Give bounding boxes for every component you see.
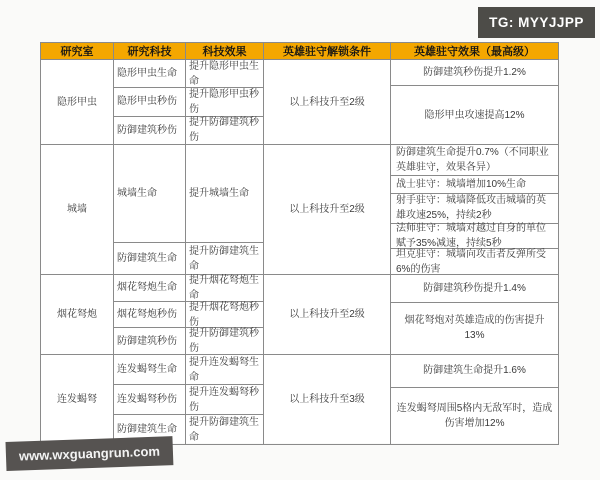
tech-effect-cell: 提升连发蝎弩生命 — [186, 355, 264, 385]
tech-effect-cell: 提升城墙生命 — [186, 145, 264, 243]
tech-rows — [114, 145, 264, 275]
tech-name-cell: 烟花弩炮秒伤 — [114, 302, 186, 329]
column-header: 研究科技 — [114, 43, 186, 60]
room-cell: 连发蝎弩 — [41, 355, 114, 445]
tech-effect-cell: 提升连发蝎弩秒伤 — [186, 385, 264, 415]
tech-rows — [114, 355, 264, 445]
tech-row — [114, 302, 264, 329]
tech-name-cell: 隐形甲虫生命 — [114, 60, 186, 88]
tech-name-cell: 连发蝎弩秒伤 — [114, 385, 186, 415]
table-row-group — [41, 275, 559, 355]
tech-row — [114, 117, 264, 145]
hero-effect-cell: 连发蝎弩周围5格内无敌军时，造成伤害增加12% — [391, 388, 559, 445]
tg-badge: TG: MYYJJPP — [478, 7, 595, 38]
room-cell: 城墙 — [41, 145, 114, 275]
tech-row — [114, 145, 264, 243]
table-row-group — [41, 60, 559, 145]
hero-effect-cell: 隐形甲虫攻速提高12% — [391, 86, 559, 145]
hero-effect-cell: 坦克驻守：城墙向攻击者反弹所受6%的伤害 — [391, 249, 559, 275]
column-header: 科技效果 — [186, 43, 264, 60]
hero-effect-cell: 防御建筑秒伤提升1.2% — [391, 60, 559, 86]
unlock-condition-cell: 以上科技升至2级 — [264, 275, 391, 355]
table-header-row — [41, 43, 559, 60]
watermark: www.wxguangrun.com — [5, 436, 173, 471]
tech-name-cell: 防御建筑生命 — [114, 415, 186, 445]
tech-row — [114, 385, 264, 415]
unlock-condition-cell: 以上科技升至3级 — [264, 355, 391, 445]
table-row-group — [41, 355, 559, 445]
tech-row — [114, 243, 264, 275]
hero-effect-cell: 烟花弩炮对英雄造成的伤害提升13% — [391, 303, 559, 355]
tech-effect-cell: 提升烟花弩炮秒伤 — [186, 302, 264, 329]
tech-effect-cell: 提升防御建筑生命 — [186, 415, 264, 445]
tech-effect-cell: 提升烟花弩炮生命 — [186, 275, 264, 302]
hero-effect-cell: 防御建筑生命提升1.6% — [391, 355, 559, 388]
column-header: 研究室 — [41, 43, 114, 60]
tech-effect-cell: 提升隐形甲虫秒伤 — [186, 88, 264, 116]
hero-effect-stack — [391, 275, 559, 355]
hero-effect-stack — [391, 60, 559, 145]
tech-row — [114, 60, 264, 88]
tech-row — [114, 355, 264, 385]
column-header: 英雄驻守解锁条件 — [264, 43, 391, 60]
hero-effect-stack — [391, 145, 559, 275]
tech-name-cell: 烟花弩炮生命 — [114, 275, 186, 302]
tech-name-cell: 防御建筑生命 — [114, 243, 186, 275]
hero-effect-cell: 防御建筑生命提升0.7%（不同职业英雄驻守，效果各异） — [391, 145, 559, 176]
tech-name-cell: 连发蝎弩生命 — [114, 355, 186, 385]
tech-effect-cell: 提升防御建筑生命 — [186, 243, 264, 275]
tech-row — [114, 328, 264, 355]
unlock-condition-cell: 以上科技升至2级 — [264, 60, 391, 145]
tech-name-cell: 防御建筑秒伤 — [114, 328, 186, 355]
room-cell: 烟花弩炮 — [41, 275, 114, 355]
tech-effect-cell: 提升隐形甲虫生命 — [186, 60, 264, 88]
hero-effect-cell: 防御建筑秒伤提升1.4% — [391, 275, 559, 303]
tech-rows — [114, 60, 264, 145]
hero-effect-cell: 法师驻守：城墙对越过自身的单位赋予35%减速，持续5秒 — [391, 224, 559, 250]
research-tech-table — [40, 42, 559, 443]
tech-name-cell: 城墙生命 — [114, 145, 186, 243]
tech-name-cell: 隐形甲虫秒伤 — [114, 88, 186, 116]
tech-row — [114, 275, 264, 302]
hero-effect-cell: 战士驻守：城墙增加10%生命 — [391, 176, 559, 193]
tech-name-cell: 防御建筑秒伤 — [114, 117, 186, 145]
room-cell: 隐形甲虫 — [41, 60, 114, 145]
tech-rows — [114, 275, 264, 355]
tech-row — [114, 88, 264, 116]
column-header: 英雄驻守效果（最高级） — [391, 43, 559, 60]
hero-effect-cell: 射手驻守：城墙降低攻击城墙的英雄攻速25%，持续2秒 — [391, 194, 559, 224]
unlock-condition-cell: 以上科技升至2级 — [264, 145, 391, 275]
table-row-group — [41, 145, 559, 275]
tech-effect-cell: 提升防御建筑秒伤 — [186, 117, 264, 145]
tech-effect-cell: 提升防御建筑秒伤 — [186, 328, 264, 355]
hero-effect-stack — [391, 355, 559, 445]
